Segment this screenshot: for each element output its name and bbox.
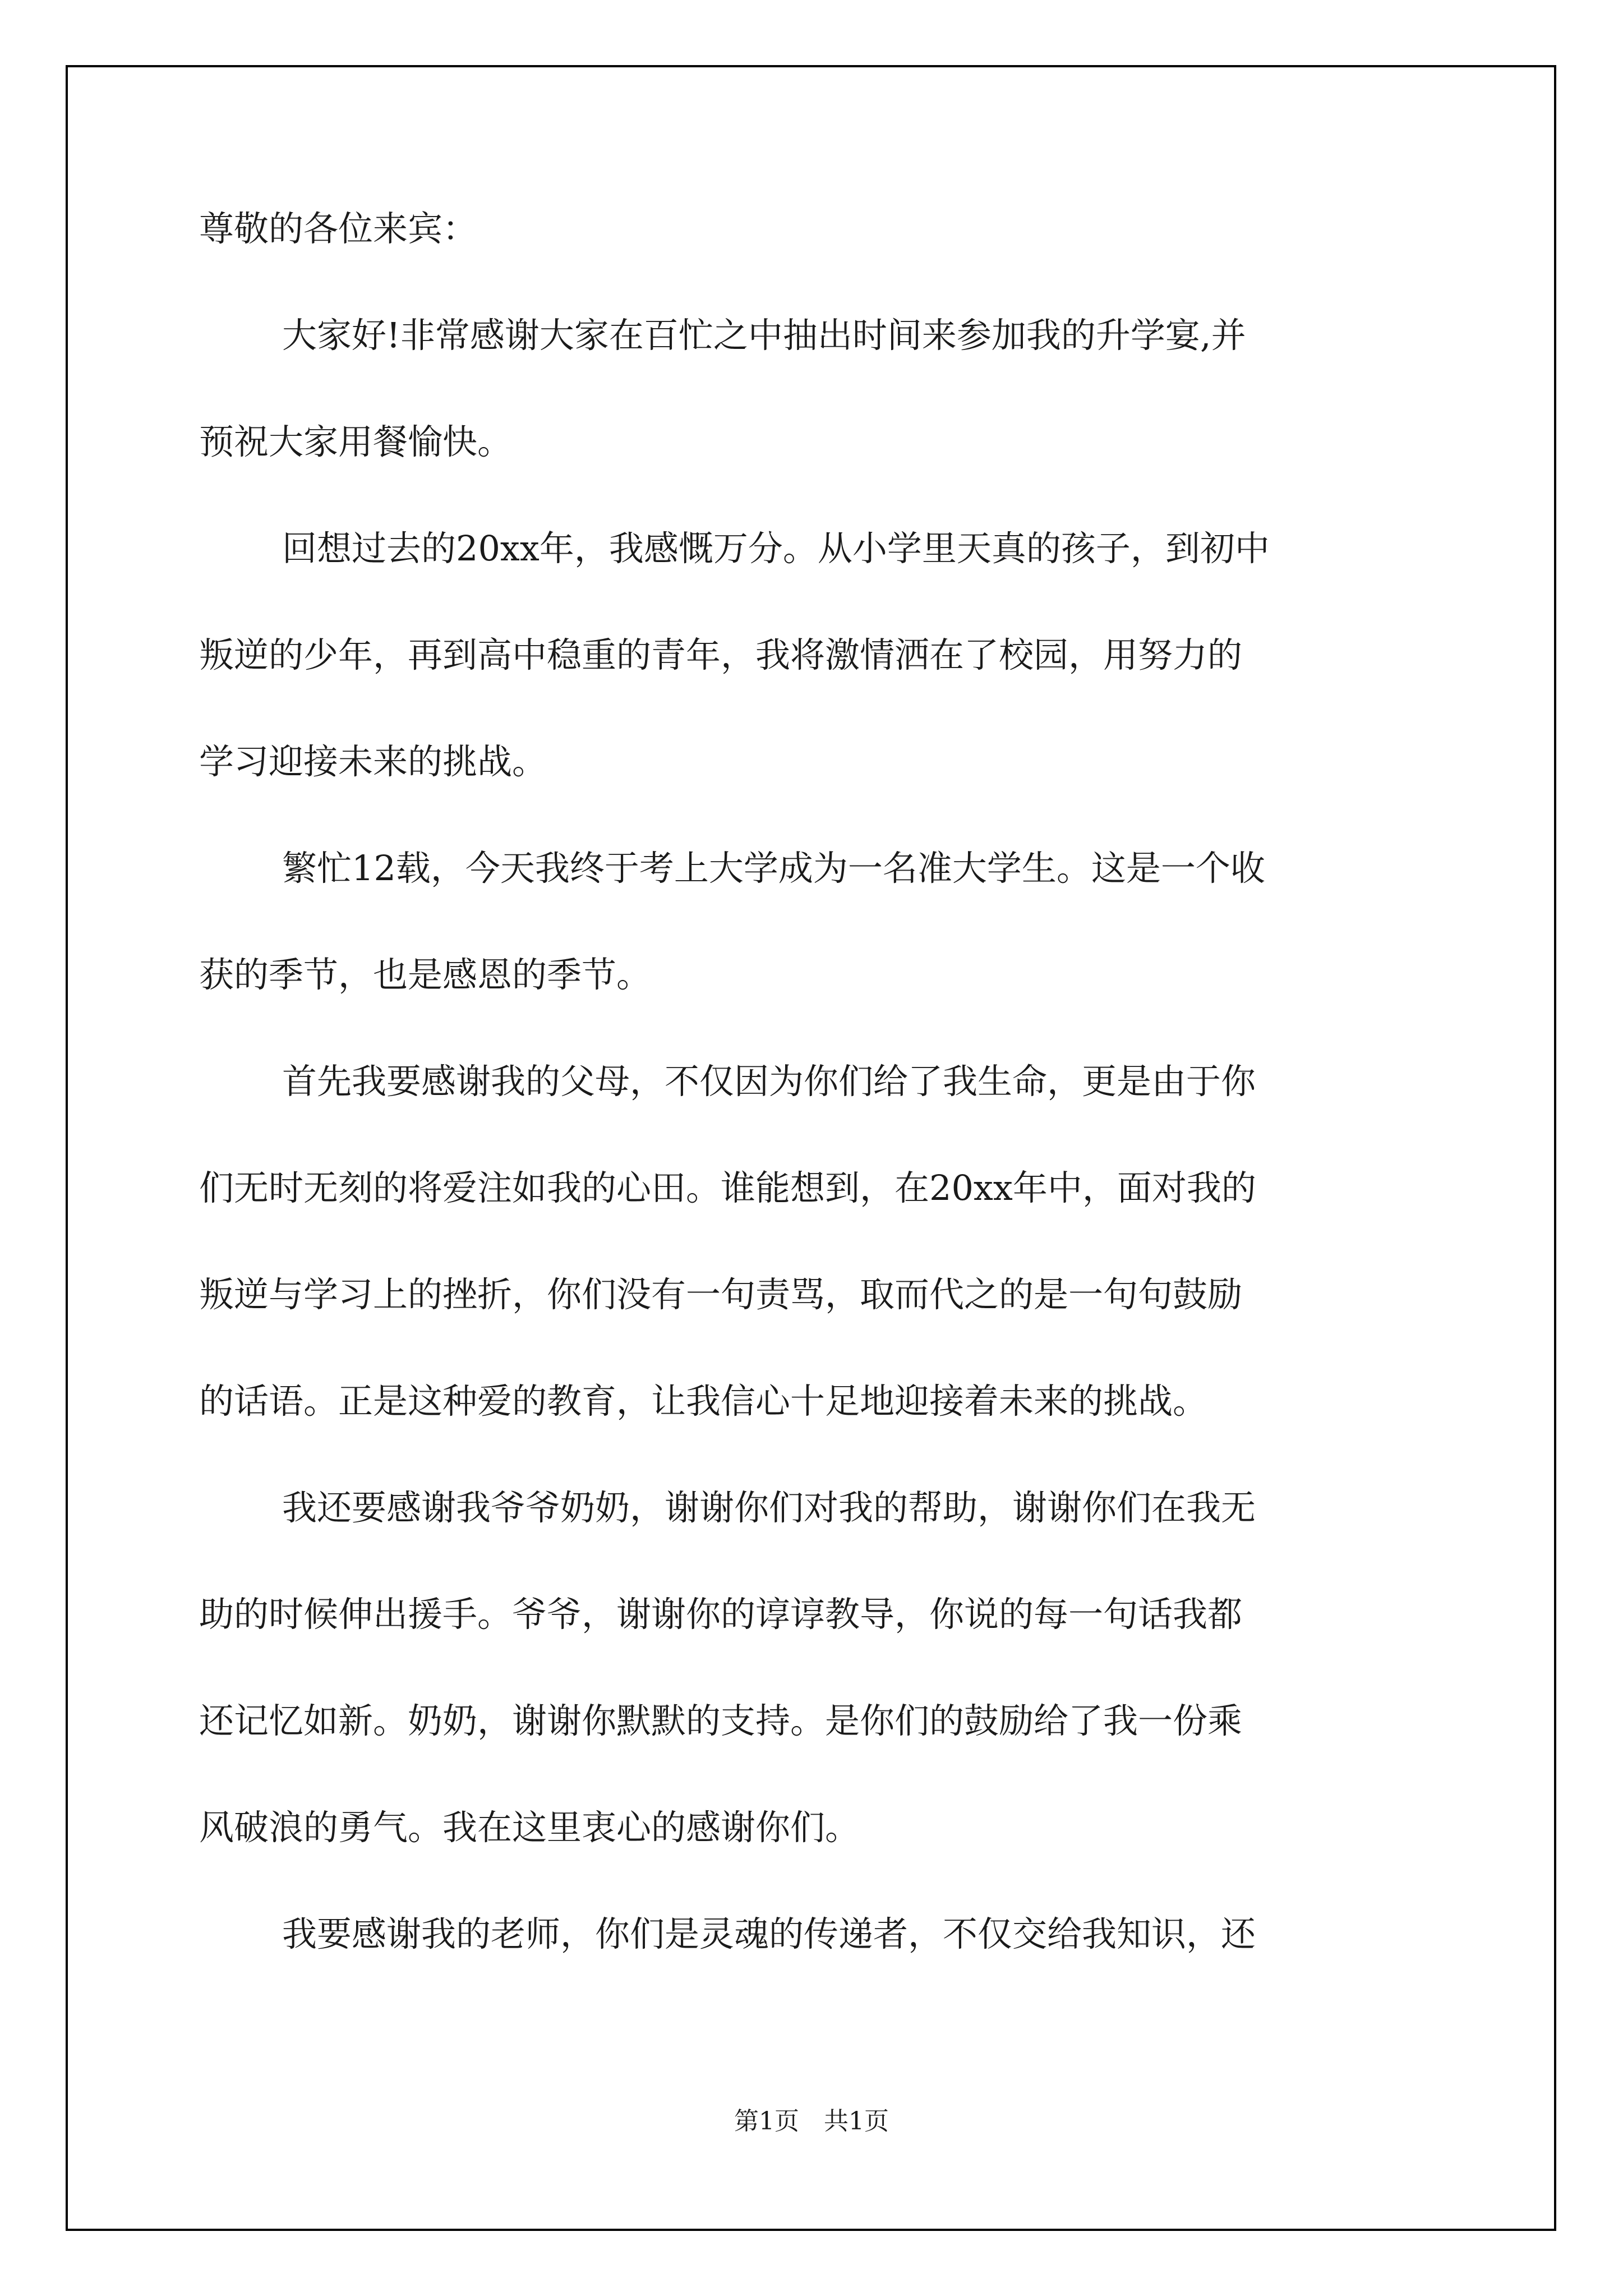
paragraph-line: 首先我要感谢我的父母，不仅因为你们给了我生命，更是由于你: [282, 1061, 1256, 1102]
page-number: 第1页: [734, 2107, 799, 2136]
page-footer: [0, 2105, 1623, 2138]
paragraph-line: 繁忙12载，今天我终于考上大学成为一名准大学生。这是一个收: [282, 848, 1265, 889]
paragraph-line: 还记忆如新。奶奶，谢谢你默默的支持。是你们的鼓励给了我一份乘: [199, 1700, 1243, 1741]
paragraph-line: 预祝大家用餐愉快。: [199, 421, 513, 462]
paragraph-line: 叛逆的少年，再到高中稳重的青年，我将激情洒在了校园，用努力的: [199, 634, 1243, 675]
paragraph-line: 风破浪的勇气。我在这里衷心的感谢你们。: [199, 1807, 860, 1848]
paragraph-line: 回想过去的20xx年，我感慨万分。从小学里天真的孩子，到初中: [282, 528, 1270, 569]
paragraph-line: 大家好!非常感谢大家在百忙之中抽出时间来参加我的升学宴,并: [282, 315, 1246, 356]
paragraph-line: 叛逆与学习上的挫折，你们没有一句责骂，取而代之的是一句句鼓励: [199, 1274, 1243, 1315]
salutation-line: 尊敬的各位来宾：: [199, 208, 478, 249]
paragraph-line: 助的时候伸出援手。爷爷，谢谢你的谆谆教导，你说的每一句话我都: [199, 1594, 1243, 1635]
paragraph-line: 我要感谢我的老师，你们是灵魂的传递者，不仅交给我知识，还: [282, 1913, 1256, 1954]
paragraph-line: 们无时无刻的将爱注如我的心田。谁能想到，在20xx年中，面对我的: [199, 1167, 1256, 1208]
page-total: 共1页: [824, 2107, 889, 2136]
paragraph-line: 学习迎接未来的挑战。: [199, 741, 547, 782]
paragraph-line: 的话语。正是这种爱的教育，让我信心十足地迎接着未来的挑战。: [199, 1381, 1208, 1421]
paragraph-line: 获的季节，也是感恩的季节。: [199, 954, 652, 995]
paragraph-line: 我还要感谢我爷爷奶奶，谢谢你们对我的帮助，谢谢你们在我无: [282, 1487, 1256, 1528]
